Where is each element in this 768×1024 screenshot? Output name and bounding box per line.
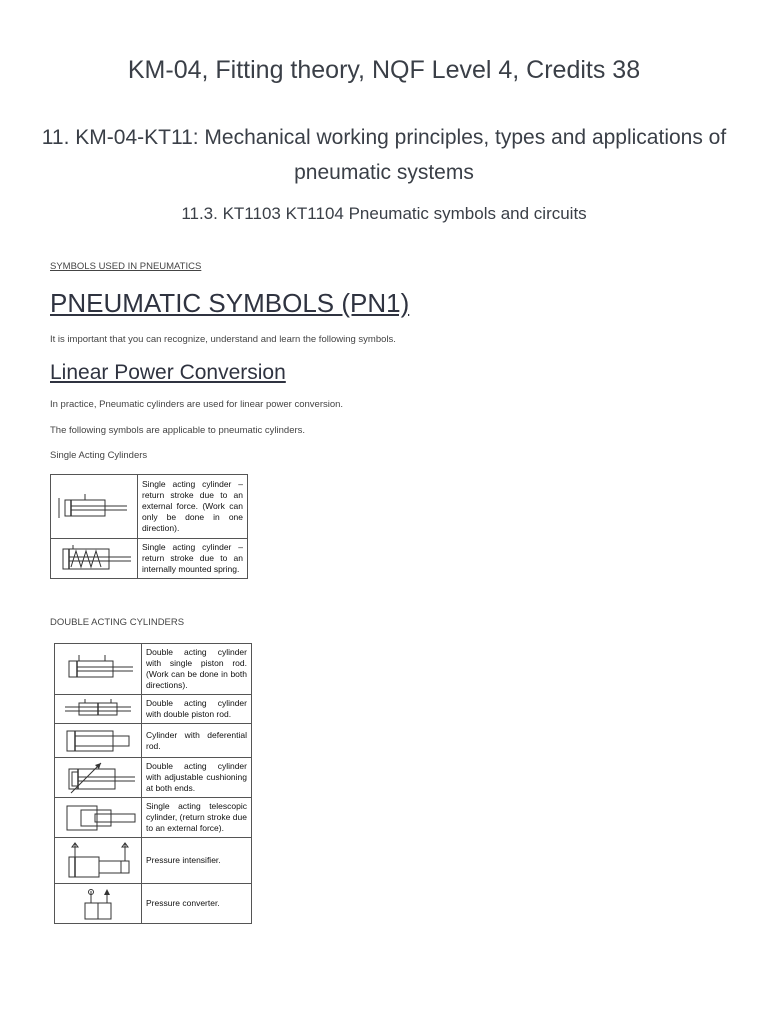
double-acting-label: DOUBLE ACTING CYLINDERS [50, 617, 185, 628]
table-cell-description: Single acting cylinder – return stroke due to an internally mounted spring. [138, 539, 248, 579]
differential-rod-cylinder-icon [55, 724, 142, 758]
table-row [55, 798, 252, 838]
adjustable-cushioning-cylinder-icon [55, 758, 142, 798]
table-row [55, 884, 252, 924]
table-row [51, 475, 248, 539]
double-acting-double-rod-icon [55, 695, 142, 724]
intro-text: It is important that you can recognize, understand and learn the following symbols. [50, 334, 396, 345]
table-row [55, 724, 252, 758]
single-acting-label: Single Acting Cylinders [50, 450, 148, 461]
table-cell-description: Single acting cylinder – return stroke due to an external force. (Work can only be done in one direction). [138, 475, 248, 539]
section-title: 11.3. KT1103 KT1104 Pneumatic symbols and circuits [181, 204, 587, 223]
single-acting-cylinder-spring-return-icon [51, 539, 138, 579]
course-title: KM-04, Fitting theory, NQF Level 4, Credits 38 [127, 56, 641, 84]
double-acting-single-rod-icon [55, 644, 142, 695]
symbols-link[interactable]: SYMBOLS USED IN PNEUMATICS [50, 261, 202, 272]
main-heading: PNEUMATIC SYMBOLS (PN1) [50, 288, 410, 318]
table-cell-description: Single acting telescopic cylinder, (return stroke due to an external force). [142, 798, 252, 838]
table-cell-description: Double acting cylinder with adjustable cushioning at both ends. [142, 758, 252, 798]
linear-paragraph-1: In practice, Pneumatic cylinders are used for linear power conversion. [50, 399, 344, 410]
table-cell-description: Pressure intensifier. [142, 838, 252, 884]
table-cell-description: Double acting cylinder with single piston rod. (Work can be done in both directions). [142, 644, 252, 695]
module-title: 11. KM-04-KT11: Mechanical working principles, types and applications of pneumatic systems [41, 126, 727, 184]
pressure-converter-icon [55, 884, 142, 924]
double-acting-table [54, 643, 252, 924]
table-row [55, 644, 252, 695]
table-row [51, 539, 248, 579]
single-acting-cylinder-external-force-icon [51, 475, 138, 539]
table-row [55, 838, 252, 884]
table-row [55, 695, 252, 724]
table-row [55, 758, 252, 798]
table-cell-description: Cylinder with deferential rod. [142, 724, 252, 758]
linear-heading: Linear Power Conversion [50, 361, 286, 384]
single-acting-table [50, 474, 248, 579]
table-cell-description: Pressure converter. [142, 884, 252, 924]
pressure-intensifier-icon [55, 838, 142, 884]
table-cell-description: Double acting cylinder with double piston rod. [142, 695, 252, 724]
telescopic-cylinder-icon [55, 798, 142, 838]
linear-paragraph-2: The following symbols are applicable to pneumatic cylinders. [50, 425, 306, 436]
